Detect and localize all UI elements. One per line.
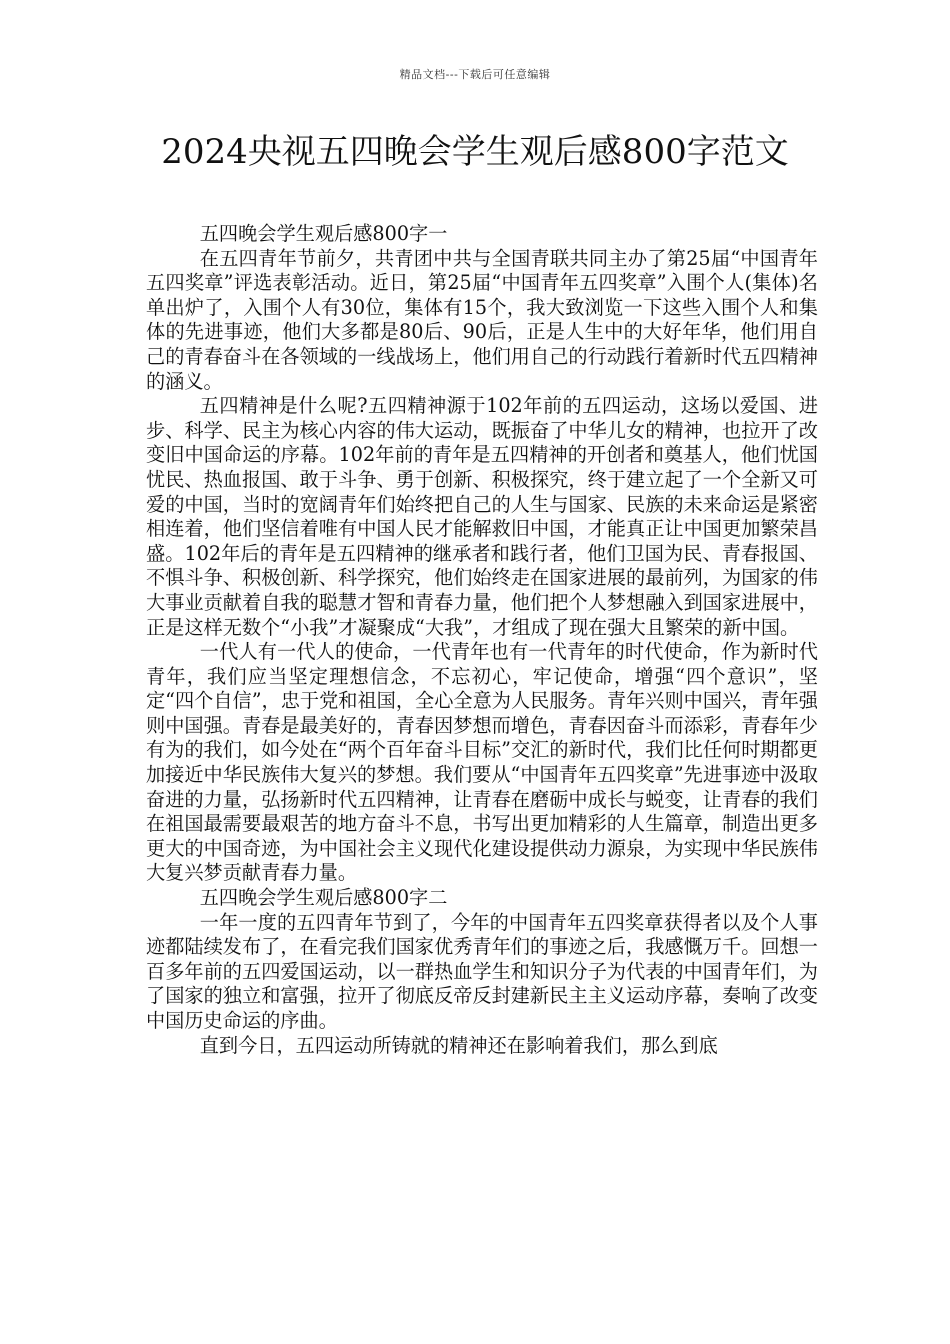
paragraph: 一年一度的五四青年节到了，今年的中国青年五四奖章获得者以及个人事迹都陆续发布了，在看完我们国家优秀青年们的事迹之后，我感慨万千。回想一百多年前的五四爱国运动，以一群热血学生和知识分子为代表的中国青年们，为了国家的独立和富强，拉开了彻底反帝反封建新民主主义运动序幕，奏响了改变中国历史命运的序曲。 xyxy=(146,910,818,1032)
document-title: 2024央视五四晚会学生观后感800字范文 xyxy=(161,132,789,172)
page-header-note: 精品文档---下载后可任意编辑 xyxy=(399,68,551,81)
paragraph: 在五四青年节前夕，共青团中共与全国青联共同主办了第25届“中国青年五四奖章”评选表彰活动。近日，第25届“中国青年五四奖章”入围个人(集体)名单出炉了，入围个人有30位，集体有15个，我大致浏览一下这些入围个人和集体的先进事迹，他们大多都是80后、90后，正是人生中的大好年华，他们用自己的青春奋斗在各领域的一线战场上，他们用自己的行动践行着新时代五四精神的涵义。 xyxy=(146,246,818,393)
section-heading-2: 五四晚会学生观后感800字二 xyxy=(199,886,448,910)
paragraph: 直到今日，五四运动所铸就的精神还在影响着我们，那么到底 xyxy=(199,1033,718,1057)
paragraph: 一代人有一代人的使命，一代青年也有一代青年的时代使命，作为新时代青年，我们应当坚定理想信念，不忘初心，牢记使命，增强“四个意识”，坚定“四个自信”，忠于党和祖国，全心全意为人民服务。青年兴则中国兴，青年强则中国强。青春是最美好的，青春因梦想而增色，青春因奋斗而添彩，青春年少有为的我们，如今处在“两个百年奋斗目标”交汇的新时代，我们比任何时期都更加接近中华民族伟大复兴的梦想。我们要从“中国青年五四奖章”先进事迹中汲取奋进的力量，弘扬新时代五四精神，让青春在磨砺中成长与蜕变，让青春的我们在祖国最需要最艰苦的地方奋斗不息，书写出更加精彩的人生篇章，制造出更多更大的中国奇迹，为中国社会主义现代化建设提供动力源泉，为实现中华民族伟大复兴梦贡献青春力量。 xyxy=(146,640,818,885)
section-heading-1: 五四晚会学生观后感800字一 xyxy=(199,222,448,245)
document-body xyxy=(146,222,818,1058)
paragraph: 五四精神是什么呢?五四精神源于102年前的五四运动，这场以爱国、进步、科学、民主为核心内容的伟大运动，既振奋了中华儿女的精神，也拉开了改变旧中国命运的序幕。102年前的青年是五四精神的开创者和奠基人，他们忧国忧民、热血报国、敢于斗争、勇于创新、积极探究，终于建立起了一个全新又可爱的中国，当时的宽阔青年们始终把自己的人生与国家、民族的未来命运是紧密相连着，他们坚信着唯有中国人民才能解救旧中国，才能真正让中国更加繁荣昌盛。102年后的青年是五四精神的继承者和践行者，他们卫国为民、青春报国、不惧斗争、积极创新、科学探究，他们始终走在国家进展的最前列，为国家的伟大事业贡献着自我的聪慧才智和青春力量，他们把个人梦想融入到国家进展中，正是这样无数个“小我”才凝聚成“大我”，才组成了现在强大且繁荣的新中国。 xyxy=(146,394,818,639)
